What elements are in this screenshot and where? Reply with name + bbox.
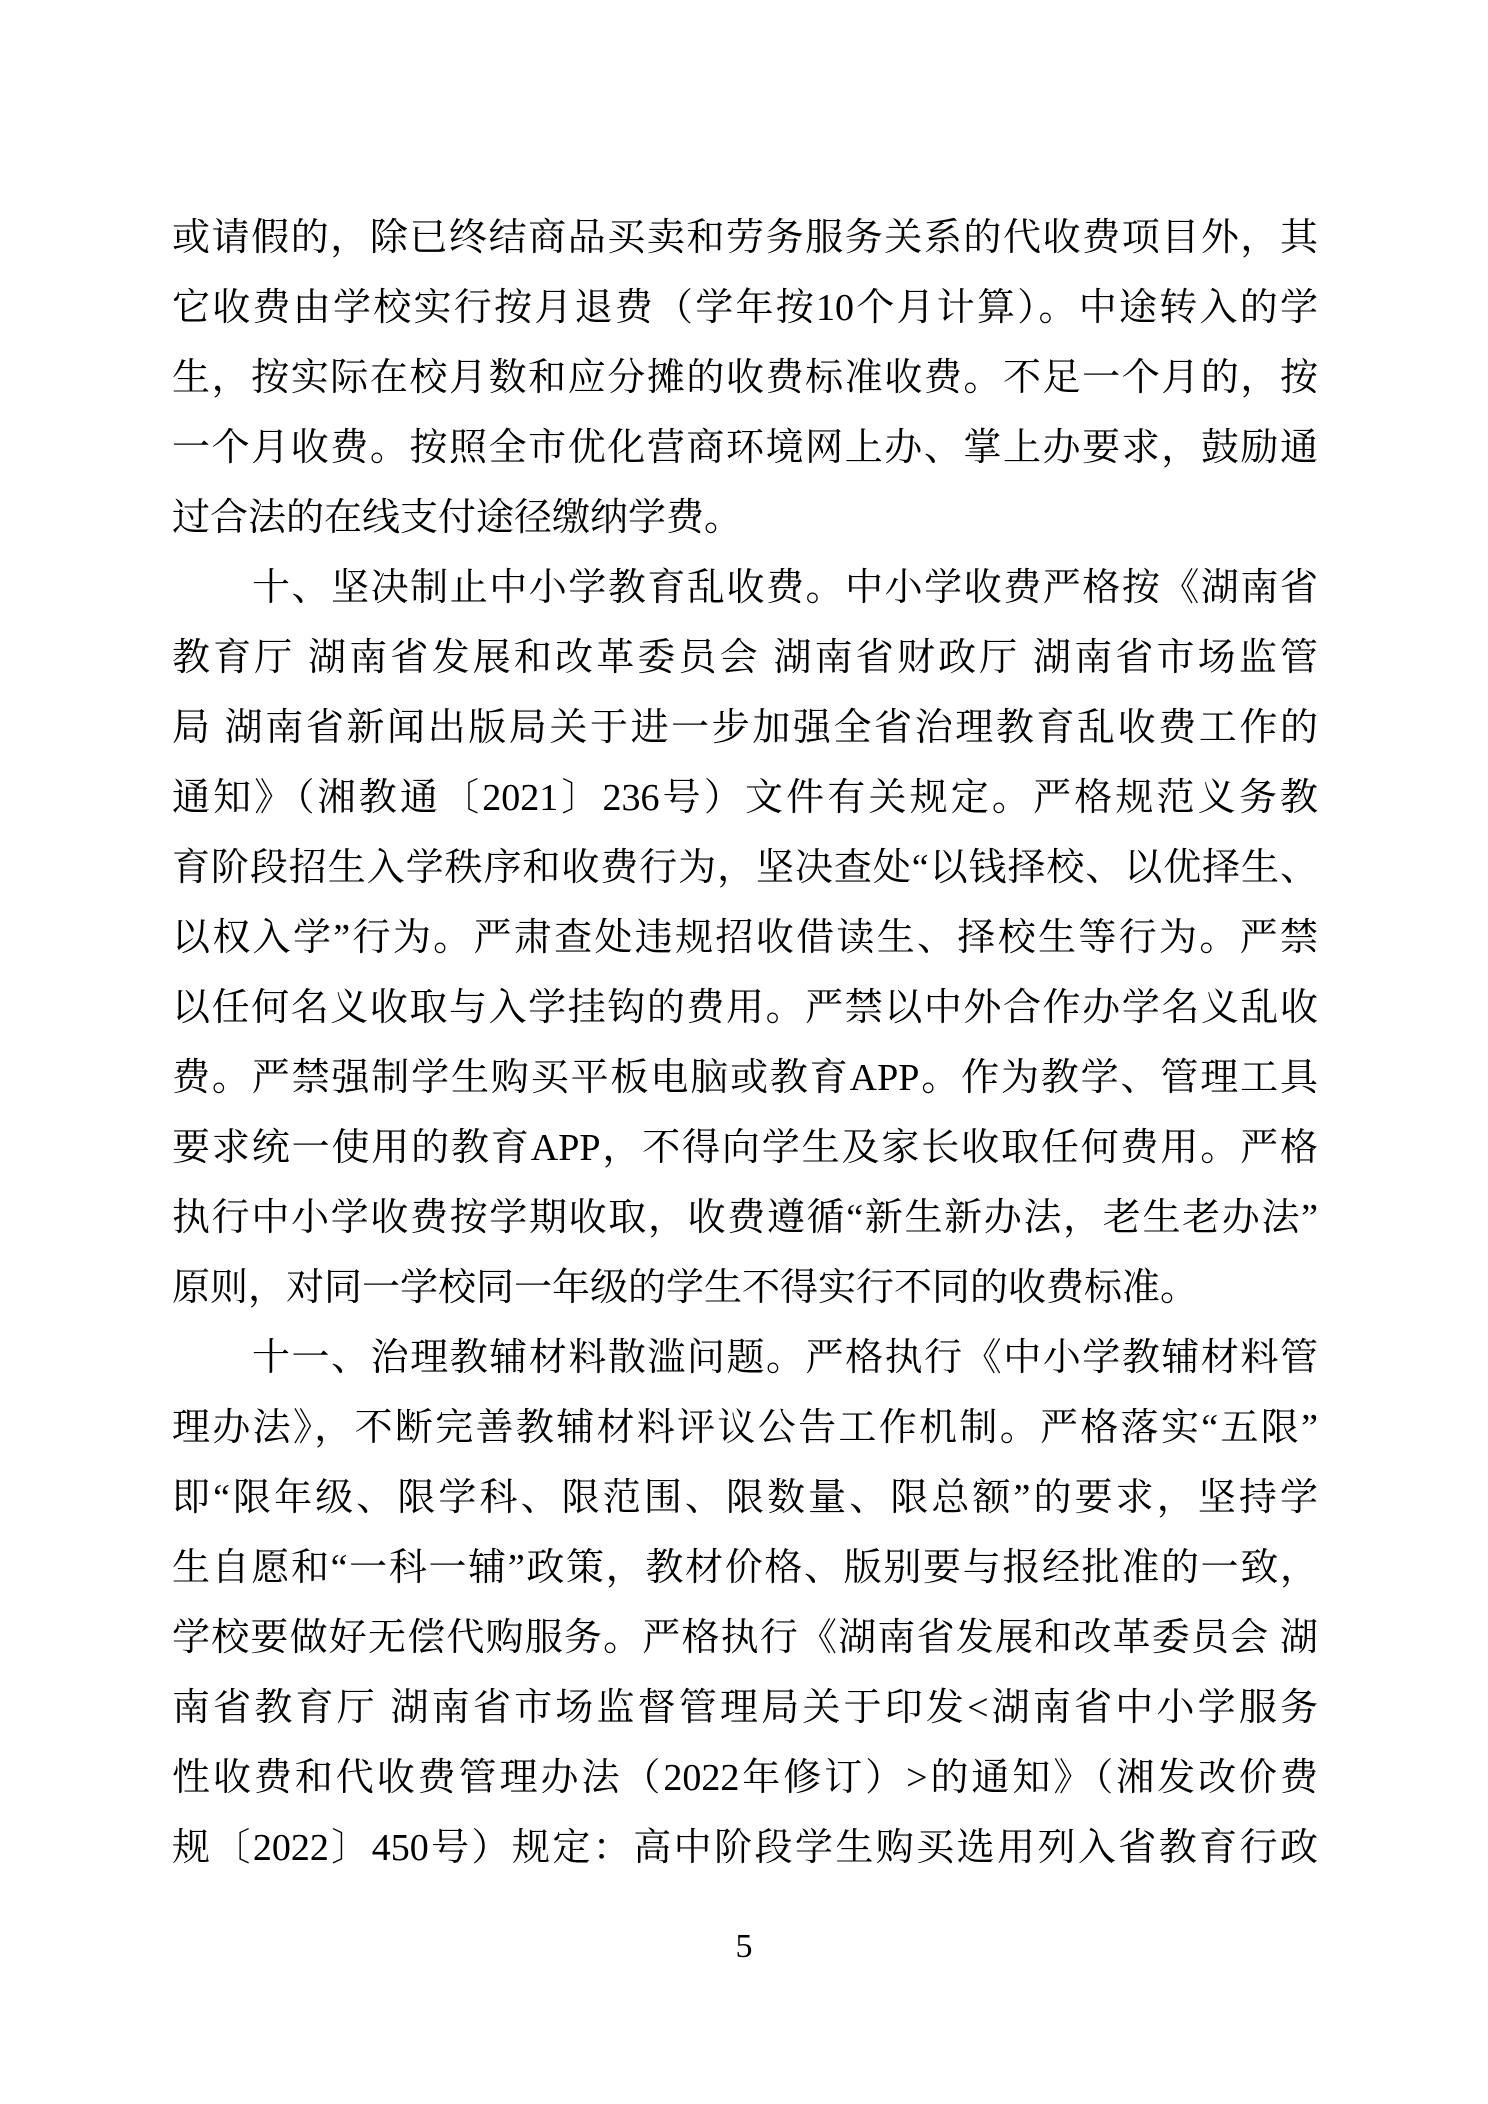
text-line: 或请假的，除已终结商品买卖和劳务服务关系的代收费项目外，其 — [172, 217, 1318, 259]
text-line: 费。严禁强制学生购买平板电脑或教育APP。作为教学、管理工具 — [172, 1057, 1318, 1099]
text-line: 十、坚决制止中小学教育乱收费。中小学收费严格按《湖南省 — [252, 567, 1318, 609]
text-line: 即“限年级、限学科、限范围、限数量、限总额”的要求，坚持学 — [172, 1477, 1318, 1519]
text-line: 执行中小学收费按学期收取，收费遵循“新生新办法，老生老办法” — [172, 1197, 1318, 1239]
text-line: 生，按实际在校月数和应分摊的收费标准收费。不足一个月的，按 — [172, 357, 1318, 399]
text-line: 要求统一使用的教育APP，不得向学生及家长收取任何费用。严格 — [172, 1127, 1318, 1169]
text-line: 它收费由学校实行按月退费（学年按10个月计算）。中途转入的学 — [172, 287, 1318, 329]
text-line: 规〔2022〕450号）规定：高中阶段学生购买选用列入省教育行政 — [172, 1827, 1318, 1869]
text-line: 以权入学”行为。严肃查处违规招收借读生、择校生等行为。严禁 — [172, 917, 1318, 959]
document-text-block — [172, 203, 1318, 1883]
text-line: 原则，对同一学校同一年级的学生不得实行不同的收费标准。 — [172, 1267, 1199, 1309]
text-line: 教育厅 湖南省发展和改革委员会 湖南省财政厅 湖南省市场监管 — [172, 637, 1318, 679]
text-line: 育阶段招生入学秩序和收费行为，坚决查处“以钱择校、以优择生、 — [172, 847, 1318, 889]
text-line: 十一、治理教辅材料散滥问题。严格执行《中小学教辅材料管 — [252, 1337, 1318, 1379]
text-line: 学校要做好无偿代购服务。严格执行《湖南省发展和改革委员会 湖 — [172, 1617, 1318, 1659]
text-line: 一个月收费。按照全市优化营商环境网上办、掌上办要求，鼓励通 — [172, 427, 1318, 469]
text-line: 南省教育厅 湖南省市场监督管理局关于印发<湖南省中小学服务 — [172, 1687, 1318, 1729]
text-line: 以任何名义收取与入学挂钩的费用。严禁以中外合作办学名义乱收 — [172, 987, 1318, 1029]
text-line: 性收费和代收费管理办法（2022年修订）>的通知》（湘发改价费 — [172, 1757, 1318, 1799]
text-line: 局 湖南省新闻出版局关于进一步加强全省治理教育乱收费工作的 — [172, 707, 1318, 749]
page-number: 5 — [735, 1928, 753, 1965]
text-line: 理办法》，不断完善教辅材料评议公告工作机制。严格落实“五限” — [172, 1407, 1318, 1449]
text-line: 通知》（湘教通〔2021〕236号）文件有关规定。严格规范义务教 — [172, 777, 1318, 819]
text-line: 过合法的在线支付途径缴纳学费。 — [172, 497, 743, 539]
text-line: 生自愿和“一科一辅”政策，教材价格、版别要与报经批准的一致， — [172, 1547, 1318, 1589]
